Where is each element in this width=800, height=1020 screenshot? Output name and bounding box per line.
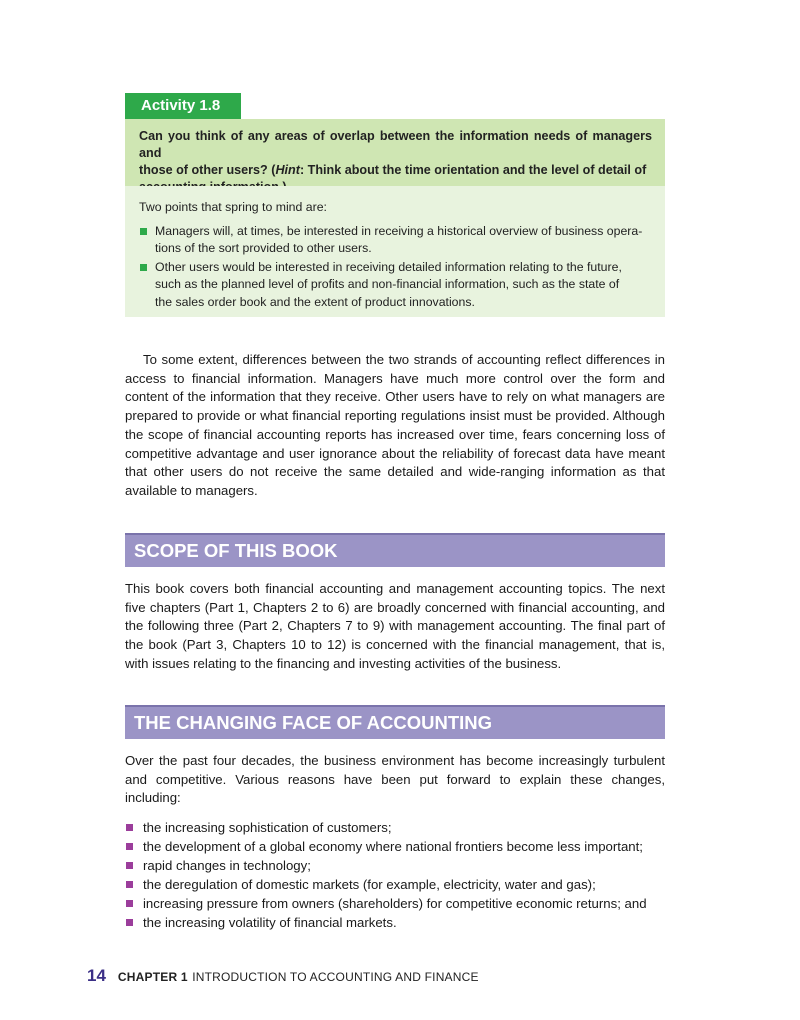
section-heading-scope: SCOPE OF THIS BOOK: [125, 533, 665, 567]
scope-paragraph: This book covers both financial accounting and management accounting topics. The next five chapters (Part 1, Chapters 2 to 6) are broadly concerned with financial accounting, and the following three (Part 2, Chapters 7 to 9) with management accounting. The final part of the book (Part 3, Chapters 10 to 12) is concerned with the financial management, that is, with issues relating to the financing and investing activities of the business.: [125, 581, 665, 671]
list-item: rapid changes in technology;: [125, 856, 685, 875]
changing-paragraph: Over the past four decades, the business environment has become increasingly turbulent and competitive. Various reasons have been put forward to explain these changes, including:: [125, 753, 665, 806]
square-bullet-icon: [126, 862, 133, 869]
body-paragraph: To some extent, differences between the two strands of accounting reflect differences in access to financial information. Managers have much more control over the form and content of the information that they receive. Other users have to rely on what managers are prepared to provide or what financial reporting regulations insist must be provided. Although the scope of financial accounting reports has increased over time, fears concerning loss of competitive advantage and user ignorance about the reliability of forecast data have meant that other users do not receive the same detailed and wide-ranging information as that available to managers.: [125, 352, 665, 498]
page-footer: [87, 966, 479, 990]
answer-item: Other users would be interested in receiving detailed information relating to the future, such as the planned level of profits and non-financial information, such as the state of the sales order book and the extent of product innovations.: [139, 259, 652, 312]
hint-label: Hint: [275, 163, 300, 177]
square-bullet-icon: [126, 824, 133, 831]
page-number: 14: [87, 966, 106, 985]
square-bullet-icon: [126, 900, 133, 907]
activity-question: [125, 119, 665, 186]
running-head: [118, 968, 479, 986]
square-bullet-icon: [126, 919, 133, 926]
reasons-list: [125, 818, 685, 932]
activity-tab: Activity 1.8: [125, 93, 241, 119]
list-item: the increasing sophistication of customers;: [125, 818, 685, 837]
question-line: those of other users? (Hint: Think about the time orientation and the level of detail of: [139, 163, 647, 177]
activity-answer: [125, 186, 665, 317]
square-bullet-icon: [140, 228, 147, 235]
list-item: the development of a global economy where national frontiers become less important;: [125, 837, 685, 856]
question-line: Can you think of any areas of overlap between the information needs of managers and: [139, 129, 652, 160]
list-item: increasing pressure from owners (shareholders) for competitive economic returns; and: [125, 894, 685, 913]
list-item: the deregulation of domestic markets (for example, electricity, water and gas);: [125, 875, 685, 894]
chapter-label: CHAPTER 1: [117, 970, 188, 984]
chapter-title: INTRODUCTION TO ACCOUNTING AND FINANCE: [192, 970, 479, 984]
answer-intro: Two points that spring to mind are:: [139, 200, 327, 214]
square-bullet-icon: [140, 264, 147, 271]
square-bullet-icon: [126, 881, 133, 888]
list-item: the increasing volatility of financial markets.: [125, 913, 685, 932]
square-bullet-icon: [126, 843, 133, 850]
section-heading-changing-face: THE CHANGING FACE OF ACCOUNTING: [125, 705, 665, 739]
answer-item: Managers will, at times, be interested in receiving a historical overview of business opera- tions of the sort provided to other users.: [139, 223, 652, 258]
